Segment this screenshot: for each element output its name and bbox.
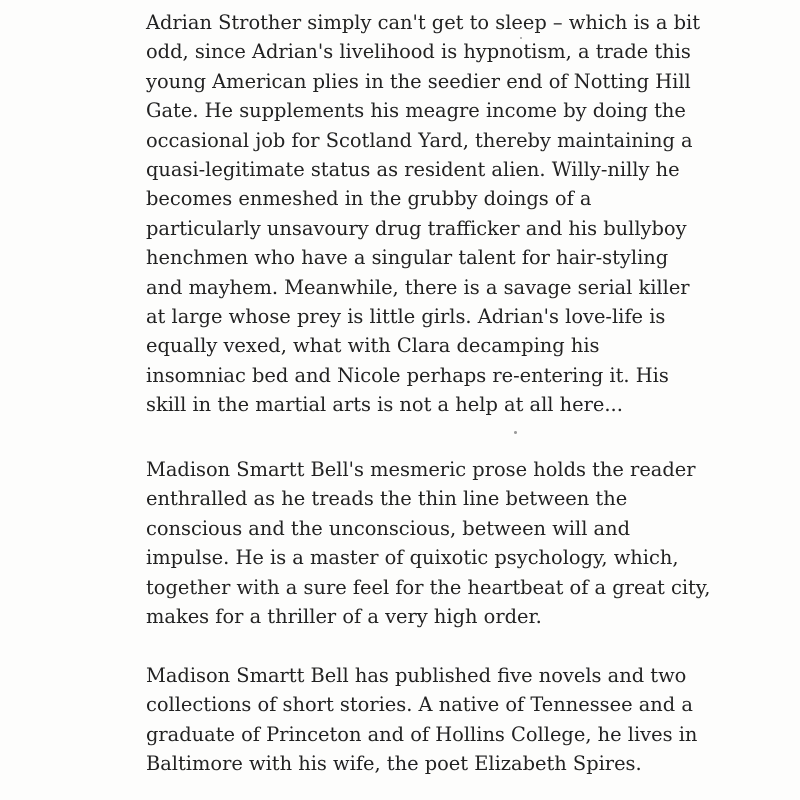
text-line: insomniac bed and Nicole perhaps re-entering it. His	[146, 363, 669, 387]
text-line: becomes enmeshed in the grubby doings of a	[146, 187, 592, 211]
scan-speck	[514, 431, 517, 434]
text-line: Baltimore with his wife, the poet Elizabeth Spires.	[146, 752, 642, 776]
text-line: impulse. He is a master of quixotic psychology, which,	[146, 546, 679, 570]
text-line: equally vexed, what with Clara decamping his	[146, 334, 600, 358]
text-line: henchmen who have a singular talent for hair-styling	[146, 246, 669, 270]
text-line: makes for a thriller of a very high order.	[146, 605, 542, 629]
author-bio-paragraph	[146, 661, 698, 779]
text-line: at large whose prey is little girls. Adrian's love-life is	[146, 305, 666, 329]
text-line: young American plies in the seedier end of Notting Hill	[146, 69, 691, 93]
text-line: skill in the martial arts is not a help at all here...	[146, 393, 623, 417]
text-line: and mayhem. Meanwhile, there is a savage serial killer	[146, 275, 690, 299]
text-line: enthralled as he treads the thin line between the	[146, 487, 628, 511]
text-line: quasi-legitimate status as resident alien. Willy-nilly he	[146, 158, 680, 182]
text-line: Gate. He supplements his meagre income by doing the	[146, 99, 686, 123]
scan-speck	[520, 37, 522, 39]
review-paragraph	[146, 455, 711, 631]
text-line: occasional job for Scotland Yard, thereby maintaining a	[146, 128, 693, 152]
text-line: odd, since Adrian's livelihood is hypnotism, a trade this	[146, 40, 691, 64]
text-line: particularly unsavoury drug trafficker and his bullyboy	[146, 216, 687, 240]
text-line: collections of short stories. A native of Tennessee and a	[146, 693, 693, 717]
synopsis-paragraph	[146, 8, 701, 420]
text-line: conscious and the unconscious, between will and	[146, 516, 631, 540]
text-line: Adrian Strother simply can't get to sleep – which is a bit	[146, 11, 701, 34]
text-line: Madison Smartt Bell's mesmeric prose holds the reader	[146, 458, 696, 481]
text-line: together with a sure feel for the heartbeat of a great city,	[146, 575, 711, 599]
text-line: graduate of Princeton and of Hollins College, he lives in	[146, 722, 698, 746]
text-line: Madison Smartt Bell has published five novels and two	[146, 664, 687, 687]
